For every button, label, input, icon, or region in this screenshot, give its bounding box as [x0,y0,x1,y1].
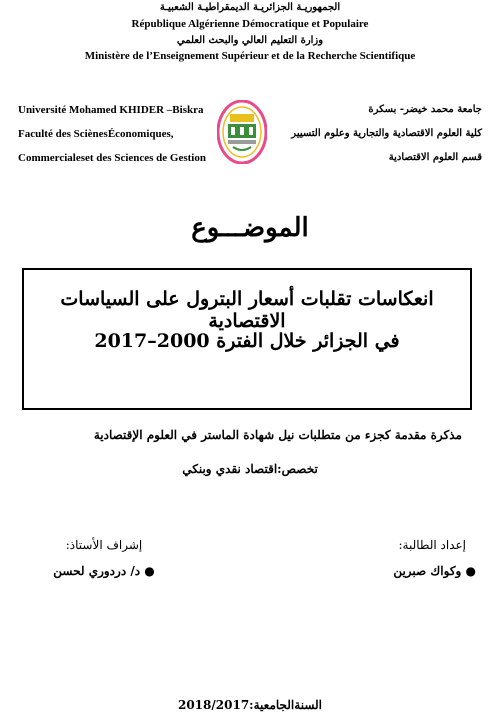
university-ar-line-3: قسم العلوم الاقتصادية [388,152,482,163]
university-seal-icon [217,100,267,164]
university-ar-line-2: كلية العلوم الاقتصادية والتجارية وعلوم التسيير [291,128,482,139]
thesis-title-line-1: انعكاسات تقلبات أسعار البترول على السياسات الاقتصادية [60,288,434,332]
subject-heading: الموضـــوع [191,213,309,243]
university-fr-line-1: Université Mohamed KHIDER –Biskra [18,104,204,116]
student-name: ● وكواك صبرين [393,564,476,578]
supervisor-label: إشراف الأستاذ: [65,538,143,552]
student-label: إعداد الطالبة: [398,538,466,552]
thesis-title-box [22,268,472,410]
header-fr-ministry: Ministère de l’Enseignement Supérieur et de la Recherche Scientifique [84,50,416,62]
university-fr-line-3: Commercialeset des Sciences de Gestion [18,152,206,164]
thesis-title-line-2: في الجزائر خلال الفترة 2000–2017 [94,330,400,352]
header-ar-republic: الجمهوريـة الجزائريـة الديمقراطيـة الشعبيـة [159,2,341,13]
university-ar-line-1: جامعة محمد خيضر- بسكرة [368,104,482,115]
header-fr-republic: République Algérienne Démocratique et Populaire [131,18,369,30]
academic-year: السنةالجامعية:2018/2017 [177,698,323,712]
memo-statement: مذكرة مقدمة كجزء من متطلبات نيل شهادة الماستر في العلوم الإقتصادية [93,428,462,442]
university-fr-line-2: Faculté des SciènesÉconomiques, [18,128,174,140]
supervisor-name: ● د/ دردوري لحسن [53,564,155,578]
header-ar-ministry: وزارة التعليم العالي والبحث العلمي [176,35,324,46]
specialization: تخصص:اقتصاد نقدي وبنكي [182,462,318,476]
